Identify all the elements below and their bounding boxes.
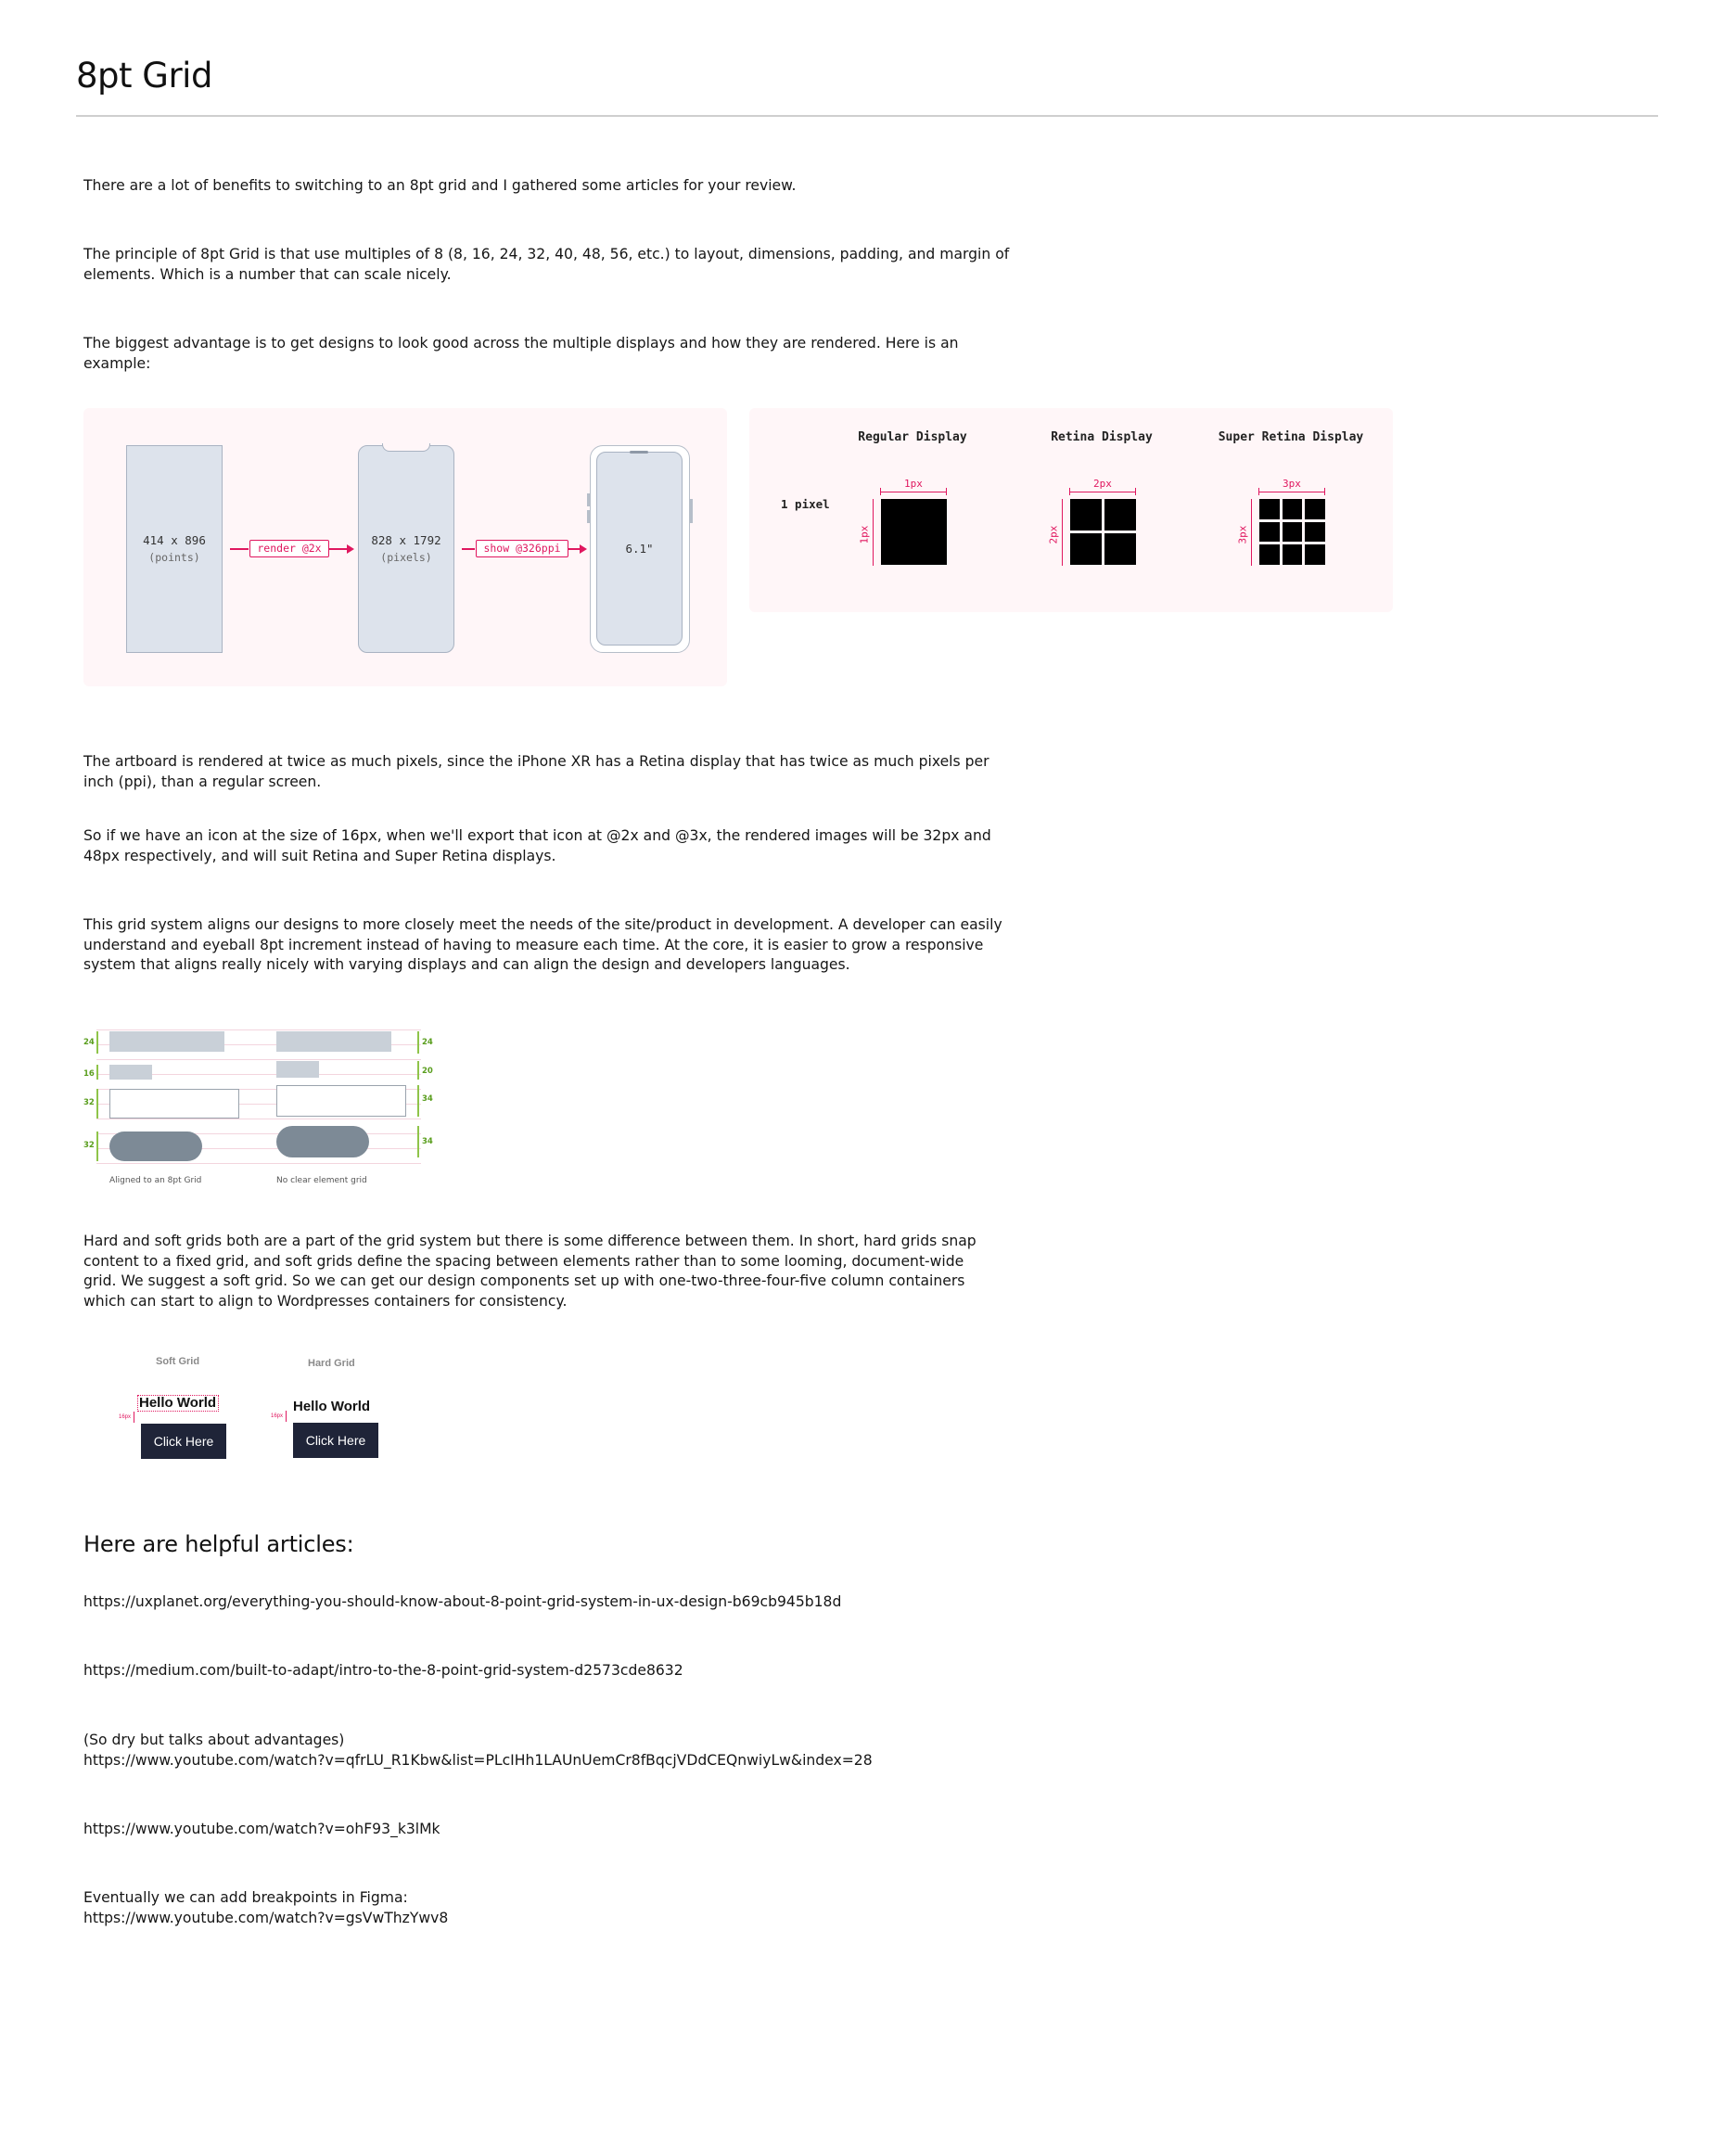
spacing-tick (417, 1061, 419, 1080)
article-url[interactable]: https://www.youtube.com/watch?v=qfrLU_R1Kbw&list=PLcIHh1LAUnUemCr8fBqcjVDdCEQnwiyLw&index=28 (83, 1751, 873, 1769)
text-line: system that aligns really nicely with varying displays and can align the design and developers languages. (83, 956, 850, 973)
soft-grid-title: Soft Grid (156, 1356, 200, 1367)
pixel (1259, 499, 1280, 519)
aligned-grid-caption: Aligned to an 8pt Grid (109, 1176, 202, 1185)
text-line: So if we have an icon at the size of 16px, when we'll export that icon at @2x and @3x, the rendered images will be 32px and (83, 827, 991, 844)
device-unit-label: (points) (148, 551, 200, 564)
power-button-icon (690, 499, 693, 523)
retina-display-heading: Retina Display (1051, 430, 1153, 444)
article-link-2 (83, 1661, 683, 1681)
spacing-number: 20 (422, 1067, 433, 1076)
body-paragraph-7 (83, 1232, 1002, 1311)
placeholder-button-pill (109, 1132, 202, 1161)
artboard-points (126, 445, 223, 653)
text-line: The principle of 8pt Grid is that use multiples of 8 (8, 16, 24, 32, 40, 48, 56, etc.) to layout, dimensions, padding, and margin of (83, 246, 1010, 262)
pixel (1283, 544, 1303, 565)
article-url[interactable]: https://medium.com/built-to-adapt/intro-to-the-8-point-grid-system-d2573cde8632 (83, 1662, 683, 1679)
article-link-4 (83, 1820, 440, 1840)
spacing-number: 34 (422, 1137, 433, 1146)
intro-paragraph-1 (83, 176, 1002, 197)
render-step-label: render @2x (249, 540, 329, 557)
measure-cap (946, 488, 947, 495)
spacing-label: 16px (119, 1414, 132, 1420)
arrow-head-icon (580, 544, 587, 554)
pixel (1104, 499, 1136, 531)
pixel-grid-1x (881, 499, 947, 565)
hello-world-text: Hello World (139, 1395, 217, 1411)
spacing-number: 24 (422, 1038, 433, 1047)
text-line: example: (83, 354, 151, 372)
spacing-tick (96, 1065, 98, 1080)
pixel (1283, 522, 1303, 543)
body-paragraph-4 (83, 752, 1002, 792)
pixel-density-figure (749, 408, 1393, 612)
spacing-tick (417, 1031, 419, 1054)
speaker-icon (630, 451, 648, 454)
pixel (1259, 522, 1280, 543)
device-unit-label: (pixels) (380, 551, 432, 564)
article-link-3 (83, 1731, 873, 1771)
render-figure (83, 408, 727, 686)
soft-hard-grid-figure (111, 1354, 408, 1475)
volume-button-icon (587, 510, 590, 523)
grid-comparison-figure (82, 1020, 440, 1196)
articles-heading: Here are helpful articles: (83, 1531, 354, 1557)
hello-world-text: Hello World (293, 1399, 371, 1414)
hard-grid-title: Hard Grid (308, 1358, 355, 1369)
page-title: 8pt Grid (76, 56, 212, 96)
measure-line (873, 499, 874, 566)
pixel (1104, 533, 1136, 565)
measure-cap (880, 488, 881, 495)
text-line: Hard and soft grids both are a part of the grid system but there is some difference between them. In short, hard grids snap (83, 1233, 976, 1249)
super-retina-display-heading: Super Retina Display (1218, 430, 1364, 444)
title-divider (76, 115, 1658, 117)
placeholder-heading-bar (276, 1031, 391, 1052)
no-grid-caption: No clear element grid (276, 1176, 367, 1185)
pixel-grid-2x (1070, 499, 1136, 565)
text-line: grid. We suggest a soft grid. So we can get our design components set up with one-two-three-four-five column containers (83, 1272, 965, 1289)
arrow-line (230, 548, 249, 550)
article-link-1 (83, 1592, 841, 1613)
spacing-number: 16 (83, 1069, 95, 1079)
placeholder-heading-bar (109, 1031, 224, 1052)
text-line: There are a lot of benefits to switching to an 8pt grid and I gathered some articles for your review. (83, 177, 797, 194)
body-paragraph-5 (83, 826, 1002, 866)
width-measure-label: 1px (904, 478, 923, 490)
arrow-line (462, 548, 475, 550)
text-line: The artboard is rendered at twice as much pixels, since the iPhone XR has a Retina display that has twice as much pixels per (83, 753, 989, 770)
measure-cap (1135, 488, 1136, 495)
article-note: (So dry but talks about advantages) (83, 1732, 345, 1748)
measure-cap (1258, 488, 1259, 495)
spacing-label: 16px (271, 1413, 284, 1419)
placeholder-text-bar (276, 1061, 319, 1078)
article-url[interactable]: https://www.youtube.com/watch?v=ohF93_k3lMk (83, 1821, 440, 1837)
pixel-row-label: 1 pixel (781, 497, 830, 511)
pixel (1305, 522, 1325, 543)
pixel (1259, 544, 1280, 565)
article-note: Eventually we can add breakpoints in Figma: (83, 1889, 408, 1906)
article-url[interactable]: https://www.youtube.com/watch?v=gsVwThzYwv8 (83, 1909, 449, 1926)
measure-line (1251, 499, 1252, 566)
spacing-tick (96, 1031, 98, 1054)
pixel (881, 499, 947, 565)
height-measure-label: 1px (858, 525, 871, 544)
height-measure-label: 3px (1236, 525, 1249, 544)
text-line: The biggest advantage is to get designs to look good across the multiple displays and how they are rendered. Here is an (83, 335, 959, 352)
spacing-number: 32 (83, 1141, 95, 1150)
spacing-marker (286, 1411, 287, 1422)
width-measure-label: 2px (1093, 478, 1112, 490)
text-line: elements. Which is a number that can scale nicely. (83, 265, 452, 283)
spacing-number: 32 (83, 1098, 95, 1107)
device-dimension-label: 828 x 1792 (371, 533, 441, 547)
phone-frame (590, 445, 690, 653)
width-measure-label: 3px (1283, 478, 1301, 490)
spacing-tick (417, 1085, 419, 1117)
text-line: inch (ppi), than a regular screen. (83, 773, 322, 790)
text-line: which can start to align to Wordpresses containers for consistency. (83, 1292, 568, 1310)
placeholder-button-pill (276, 1126, 369, 1157)
pixel (1305, 544, 1325, 565)
display-step-label: show @326ppi (476, 540, 568, 557)
screen-size-label: 6.1" (625, 542, 654, 556)
device-dimension-label: 414 x 896 (143, 533, 206, 547)
placeholder-input-box (276, 1085, 406, 1117)
placeholder-input-box (109, 1089, 239, 1119)
pixel (1070, 533, 1102, 565)
pixel (1305, 499, 1325, 519)
phone-screen (596, 452, 683, 646)
notch-icon (382, 443, 430, 452)
spacing-number: 34 (422, 1094, 433, 1104)
regular-display-heading: Regular Display (858, 430, 967, 444)
arrow-head-icon (347, 544, 354, 554)
artboard-pixels (358, 445, 454, 653)
spacing-tick (417, 1126, 419, 1157)
measure-cap (1069, 488, 1070, 495)
text-line: This grid system aligns our designs to more closely meet the needs of the site/product in development. A developer can easily (83, 916, 1002, 933)
text-line: understand and eyeball 8pt increment instead of having to measure each time. At the core, it is easier to grow a responsive (83, 936, 984, 953)
volume-button-icon (587, 493, 590, 506)
soft-click-button[interactable]: Click Here (141, 1424, 226, 1459)
pixel (1070, 499, 1102, 531)
text-line: content to a fixed grid, and soft grids define the spacing between elements rather than to some looming, document-wide (83, 1252, 964, 1270)
intro-paragraph-2 (83, 245, 1010, 285)
height-measure-label: 2px (1047, 525, 1060, 544)
intro-paragraph-3 (83, 334, 1002, 374)
measure-line (1062, 499, 1063, 566)
placeholder-text-bar (109, 1065, 152, 1080)
hard-click-button[interactable]: Click Here (293, 1423, 378, 1458)
spacing-tick (96, 1132, 98, 1161)
spacing-number: 24 (83, 1038, 95, 1047)
measure-cap (1324, 488, 1325, 495)
text-line: 48px respectively, and will suit Retina and Super Retina displays. (83, 847, 556, 864)
article-link-5 (83, 1888, 448, 1928)
body-paragraph-6 (83, 915, 1002, 976)
pixel (1283, 499, 1303, 519)
spacing-tick (96, 1089, 98, 1119)
pixel-grid-3x (1259, 499, 1325, 565)
article-url[interactable]: https://uxplanet.org/everything-you-should-know-about-8-point-grid-system-in-ux-design-b69cb945b18d (83, 1593, 842, 1610)
